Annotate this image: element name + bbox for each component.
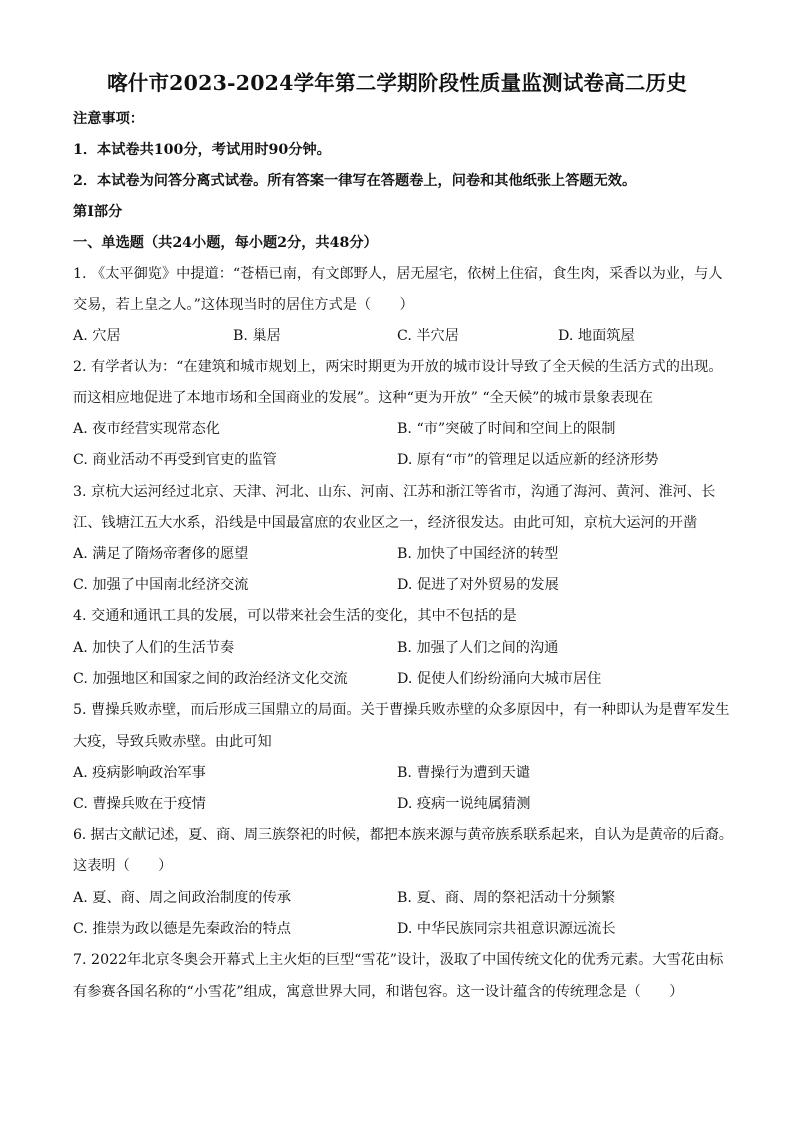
- question-text: 3. 京杭大运河经过北京、天津、河北、山东、河南、江苏和浙江等省市，沟通了海河、黄河、淮河、长: [73, 484, 716, 500]
- notice-item: 1．本试卷共100分，考试用时90分钟。: [73, 142, 331, 158]
- option-b: B. “市”突破了时间和空间上的限制: [397, 421, 616, 437]
- option-a: A. 加快了人们的生活节奏: [73, 640, 235, 656]
- option-c: C. 推崇为政以德是先秦政治的特点: [73, 921, 291, 937]
- part-heading: 第I部分: [73, 204, 123, 220]
- option-b: B. 巢居: [233, 328, 281, 344]
- question-text: 江、钱塘江五大水系，沿线是中国最富庶的农业区之一，经济很发达。由此可知，京杭大运河的开凿: [73, 515, 698, 531]
- option-c: C. 商业活动不再受到官吏的监管: [73, 452, 277, 468]
- option-b: B. 夏、商、周的祭祀活动十分频繁: [397, 890, 616, 906]
- option-a: A. 夜市经营实现常态化: [73, 421, 220, 437]
- question-text: 2. 有学者认为：“在建筑和城市规划上，两宋时期更为开放的城市设计导致了全天候的生活方式的出现。: [73, 359, 723, 375]
- option-b: B. 加强了人们之间的沟通: [397, 640, 559, 656]
- option-d: D. 中华民族同宗共祖意识源远流长: [397, 921, 616, 937]
- question-text: 有参赛各国名称的“小雪花”组成，寓意世界大同，和谐包容。这一设计蕴含的传统理念是（ ）: [73, 984, 684, 1000]
- question-text: 交易，若上皇之人。”这体现当时的居住方式是（ ）: [73, 297, 414, 313]
- option-c: C. 加强了中国南北经济交流: [73, 577, 249, 593]
- option-b: B. 曹操行为遭到天谴: [397, 765, 530, 781]
- option-a: A. 夏、商、周之间政治制度的传承: [73, 890, 291, 906]
- question-text: 1. 《太平御览》中提道：“苍梧已南，有文郎野人，居无屋宅，依树上住宿，食生肉，采香以为业，与人: [73, 266, 723, 282]
- option-c: C. 曹操兵败在于疫情: [73, 796, 206, 812]
- question-text: 这表明（ ）: [73, 858, 173, 874]
- option-b: B. 加快了中国经济的转型: [397, 546, 559, 562]
- question-text: 7. 2022年北京冬奥会开幕式上主火炬的巨型“雪花”设计，汲取了中国传统文化的优秀元素。大雪花由标: [73, 952, 724, 968]
- section-heading: 一、单选题（共24小题，每小题2分，共48分）: [73, 235, 378, 251]
- option-d: D. 原有“市”的管理足以适应新的经济形势: [397, 452, 659, 468]
- question-text: 4. 交通和通讯工具的发展，可以带来社会生活的变化，其中不包括的是: [73, 608, 517, 624]
- notice-item: 2．本试卷为问答分离式试卷。所有答案一律写在答题卷上，问卷和其他纸张上答题无效。: [73, 173, 637, 189]
- exam-title: 喀什市2023-2024学年第二学期阶段性质量监测试卷高二历史: [107, 71, 687, 95]
- option-a: A. 满足了隋炀帝奢侈的愿望: [73, 546, 249, 562]
- option-a: A. 穴居: [73, 328, 121, 344]
- option-d: D. 地面筑屋: [558, 328, 635, 344]
- option-c: C. 加强地区和国家之间的政治经济文化交流: [73, 671, 348, 687]
- option-a: A. 疫病影响政治军事: [73, 765, 206, 781]
- option-c: C. 半穴居: [397, 328, 459, 344]
- option-d: D. 促进了对外贸易的发展: [397, 577, 559, 593]
- question-text: 6. 据古文献记述，夏、商、周三族祭祀的时候，都把本族来源与黄帝族系联系起来，自认为是黄帝的后裔。: [73, 827, 733, 843]
- question-text: 大疫，导致兵败赤壁。由此可知: [73, 734, 272, 750]
- notice-heading: 注意事项：: [73, 111, 144, 127]
- question-text: 5. 曹操兵败赤壁，而后形成三国鼎立的局面。关于曹操兵败赤壁的众多原因中，有一种即认为是曹军发生: [73, 702, 730, 718]
- question-text: 而这相应地促进了本地市场和全国商业的发展”。这种“更为开放” “全天候”的城市景象表现在: [73, 390, 653, 406]
- option-d: D. 促使人们纷纷涌向大城市居住: [397, 671, 602, 687]
- option-d: D. 疫病一说纯属猜测: [397, 796, 531, 812]
